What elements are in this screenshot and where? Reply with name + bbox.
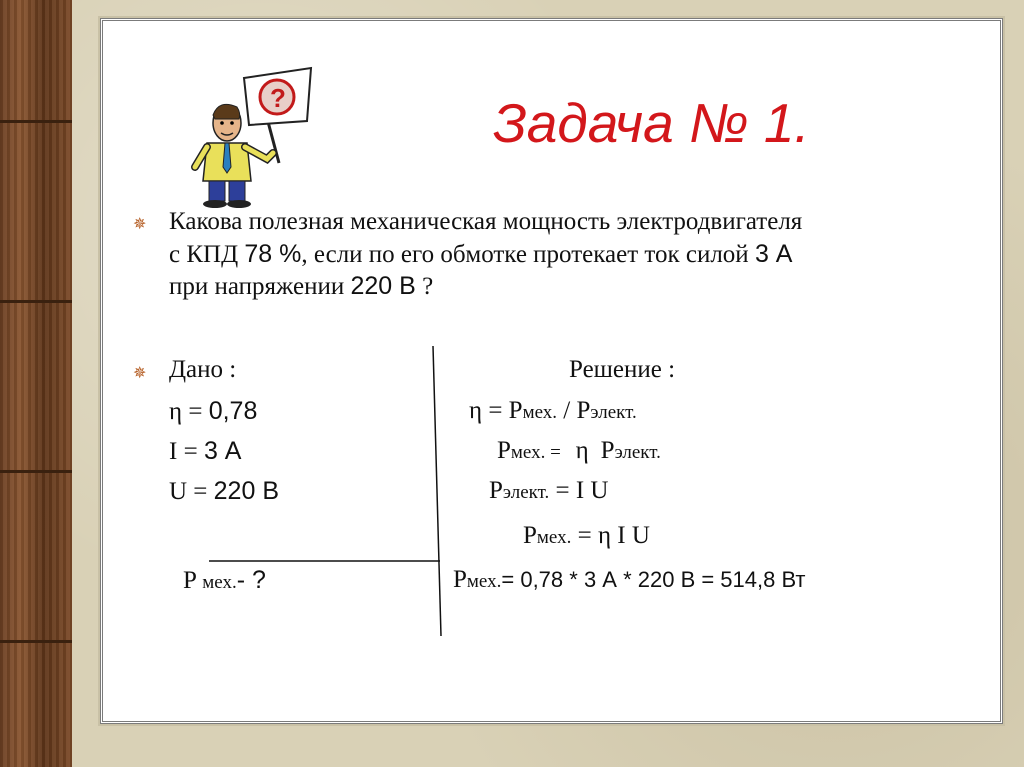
given-symbol: P	[183, 567, 203, 594]
subscript: элект.	[614, 442, 661, 463]
efficiency-value: 78 %	[244, 240, 302, 268]
given-value: 3 А	[203, 437, 242, 465]
problem-text: ?	[415, 273, 434, 300]
voltage-value: 220 В	[350, 272, 416, 300]
subscript: мех. =	[510, 442, 566, 463]
problem-text: , если по его обмотке протекает ток силой	[301, 241, 755, 268]
formula-text: P	[453, 566, 467, 593]
problem-text: с КПД	[169, 241, 245, 268]
decorative-wood-strip	[0, 0, 72, 767]
formula-text: P	[600, 437, 615, 464]
given-value: - ?	[236, 566, 266, 594]
formula-text: = η I U	[571, 522, 650, 549]
formula-text: P	[489, 477, 503, 504]
subscript: элект.	[590, 402, 637, 423]
strip-divider	[0, 120, 72, 123]
svg-text:?: ?	[270, 83, 286, 113]
subscript: элект.	[502, 482, 550, 503]
slide-title: Задача № 1.	[493, 92, 810, 154]
given-symbol: U =	[169, 478, 214, 505]
result-value: = 0,78 * 3 А * 220 В = 514,8 Вт	[501, 567, 806, 592]
solution-label: Решение :	[569, 356, 676, 383]
bullet-star-icon: ✵	[133, 214, 147, 233]
problem-text: при напряжении	[169, 273, 351, 300]
subscript: мех.	[466, 571, 502, 592]
formula-text: η	[575, 437, 589, 464]
formula-text: = I U	[549, 477, 609, 504]
given-solution-divider	[103, 21, 1000, 721]
given-value: 0,78	[208, 397, 258, 425]
formula-text: η = P	[469, 397, 523, 424]
strip-divider	[0, 470, 72, 473]
subscript: мех.	[522, 402, 558, 423]
given-symbol: η =	[169, 398, 209, 425]
given-value: 220 В	[213, 477, 279, 505]
strip-divider	[0, 300, 72, 303]
given-label: Дано :	[169, 356, 237, 383]
slide-content	[100, 18, 1003, 724]
formula-text: / P	[557, 397, 591, 424]
current-value: 3 А	[754, 240, 793, 268]
formula-text: P	[497, 437, 511, 464]
subscript: мех.	[202, 572, 237, 593]
problem-line-1: Какова полезная механическая мощность электродвигателя	[169, 208, 803, 235]
bullet-star-icon: ✵	[133, 363, 147, 382]
given-symbol: I =	[169, 438, 204, 465]
strip-divider	[0, 640, 72, 643]
subscript: мех.	[536, 527, 572, 548]
formula-text: P	[523, 522, 537, 549]
